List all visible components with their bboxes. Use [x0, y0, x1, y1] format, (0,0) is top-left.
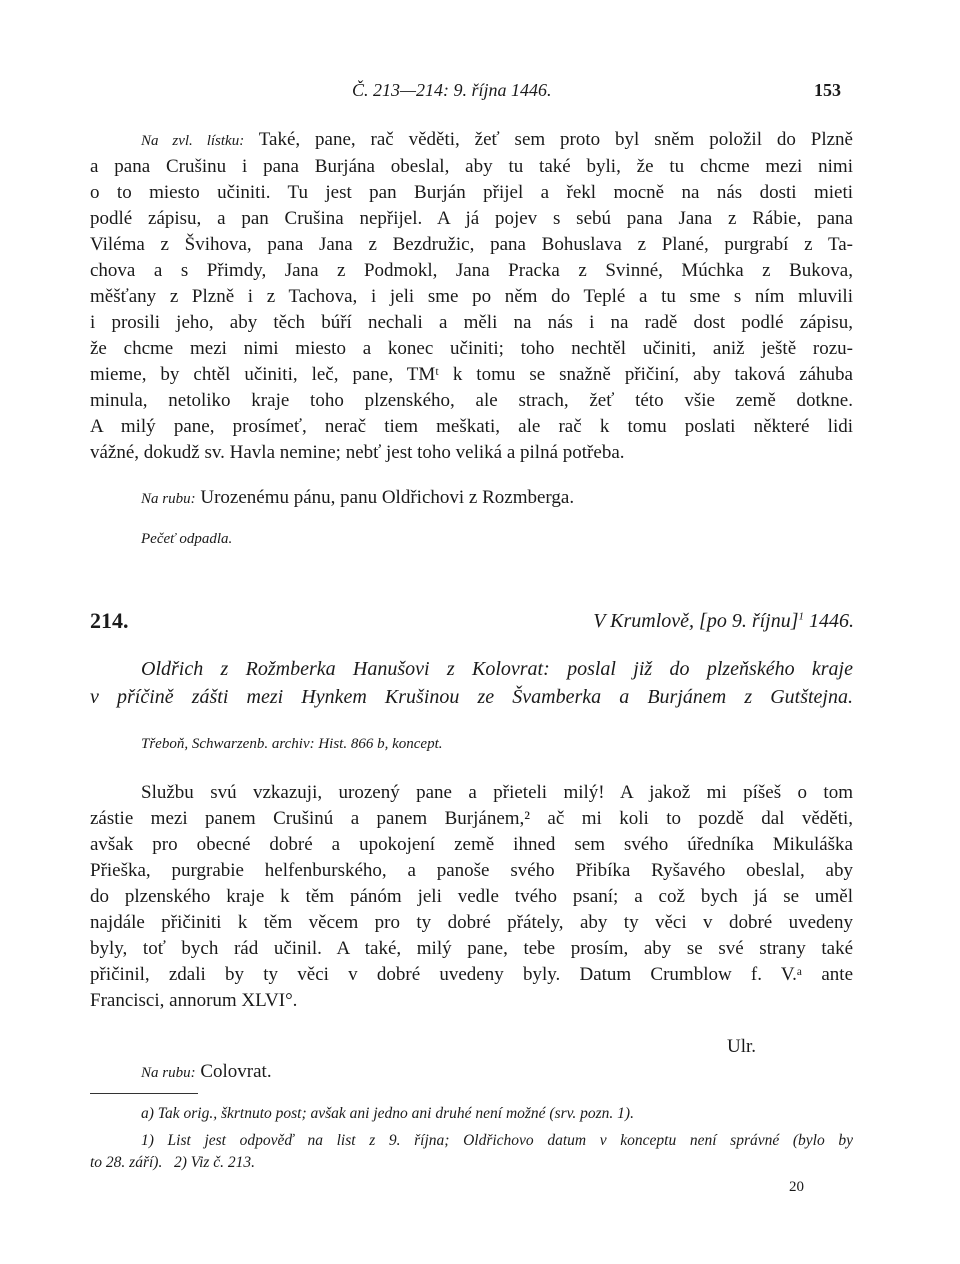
- doc213-line: vážné, dokudž sv. Havla nemine; nebť jest toho veliká a pilná potřeba.: [90, 442, 625, 463]
- doc214-line: avšak pro obecné dobré a upokojení země ihned sem svého úředníka Mikuláška: [90, 834, 853, 855]
- doc213-line: podlé zápisu, a pan Crušina nepřijel. A já pojev s sebú pana Jana z Rábie, pana: [90, 208, 853, 229]
- doc214-line: Službu svú vzkazuji, urozený pane a přieteli milý! A jakož mi píšeš o tom: [141, 782, 853, 803]
- page-number: 153: [814, 80, 841, 100]
- footnote-a: a) Tak orig., škrtnuto post; avšak ani jedno ani druhé není možné (srv. pozn. 1).: [141, 1105, 634, 1122]
- doc214-regest-line: v příčině zášti mezi Hynkem Krušinou ze Švamberka a Burjánem z Gutštejna.: [90, 686, 853, 708]
- doc213-line: A milý pane, prosímeť, nerač tiem meškati, ale rač k tomu poslati některé lidi: [90, 416, 853, 437]
- footnote-rule: [90, 1093, 198, 1094]
- doc213-line: mieme, by chtěl učiniti, leč, pane, TMᵗ k tomu se snažně přičiní, aby taková záhuba: [90, 364, 853, 385]
- doc213-line: a pana Crušinu i pana Burjána obeslal, aby tu také byli, že tu chcme mezi nimi: [90, 156, 853, 177]
- doc214-place-date-sup: 1: [798, 610, 804, 623]
- doc213-line: i prosili jeho, aby těch búří nechali a měli na nás i na radě dost podlé zápisu,: [90, 312, 853, 333]
- doc213-line: Viléma z Švihova, pana Jana z Bezdružic, pana Bohuslava z Plané, purgrabí z Ta-: [90, 234, 853, 255]
- doc214-line: přičinil, zdali by ty věci v dobré uvedeny byly. Datum Crumblow f. V.ᵃ ante: [90, 964, 853, 985]
- doc214-source: Třeboň, Schwarzenb. archiv: Hist. 866 b, koncept.: [141, 736, 443, 752]
- doc214-text: [90, 780, 853, 1014]
- doc214-line: Francisci, annorum XLVI°.: [90, 990, 298, 1011]
- signature-mark: 20: [789, 1179, 804, 1195]
- doc213-line: měšťany z Plzně i z Tachova, i jeli sme po něm do Teplé a tu sme s ním mluvili: [90, 286, 853, 307]
- doc214-place-date: [593, 610, 854, 633]
- doc214-line: najdále přičiniti k těm věcem pro ty dobré přátely, aby ty věci v dobré uvedeny: [90, 912, 853, 933]
- doc214-regest-line: Oldřich z Rožmberka Hanušovi z Kolovrat: poslal již do plzeňského kraje: [141, 658, 853, 680]
- footnote-1: [90, 1130, 853, 1174]
- doc214-line: byly, toť bych rád učinil. A také, milý pane, tebe prosím, aby se své strany také: [90, 938, 853, 959]
- doc214-line: Přieška, purgrabie helfenburského, a panoše svého Přibíka Ryšavého obeslal, aby: [90, 860, 853, 881]
- doc213-text: [90, 127, 853, 466]
- doc213-line: o to miesto učiniti. Tu jest pan Burján přijel a řekl mocně na nás dosti mieti: [90, 182, 853, 203]
- doc214-signature: Ulr.: [727, 1036, 757, 1057]
- doc213-verso-label: Na rubu:: [141, 491, 196, 507]
- footnote-1-line: to 28. září). 2) Viz č. 213.: [90, 1154, 256, 1171]
- footnote-1-line: 1) List jest odpověď na list z 9. října; Oldřichovo datum v konceptu není správné (bylo by: [141, 1132, 853, 1149]
- doc214-line: do plzenského kraje k těm pánóm jeli vedle tvého psaní; a což bych já se uměl: [90, 886, 853, 907]
- doc213-line-1: [90, 127, 853, 154]
- doc213-seal-note: Pečeť odpadla.: [141, 531, 233, 547]
- doc213-verso-text: Urozenému pánu, panu Oldřichovi z Rozmberga.: [200, 487, 575, 508]
- doc214-regest: [90, 655, 853, 711]
- doc214-line: zástie mezi panem Crušinú a panem Burjánem,² ač mi koli to pozdě dal věděti,: [90, 808, 853, 829]
- doc214-number: 214.: [90, 608, 129, 633]
- running-title: Č. 213—214: 9. října 1446.: [352, 80, 552, 100]
- doc213-line: chova a s Přimdy, Jana z Podmokl, Jana Pracka z Svinné, Múchka z Bukova,: [90, 260, 853, 281]
- doc214-place-date-text: V Krumlově, [po 9. říjnu]: [593, 610, 799, 632]
- doc213-line: minula, netoliko kraje toho plzenského, ale strach, žeť této všie země dotkne.: [90, 390, 853, 411]
- doc213-line: že chcme mezi nimi miesto a konec učiniti; toho nechtěl učiniti, aniž ještě rozu-: [90, 338, 853, 359]
- doc213-label: Na zvl. lístku:: [141, 133, 245, 149]
- doc213-verso: [141, 485, 574, 512]
- doc214-year: 1446.: [804, 610, 854, 632]
- doc214-verso-text: Colovrat.: [200, 1061, 272, 1082]
- doc214-verso: [141, 1059, 272, 1086]
- doc213-line-1-text: Také, pane, rač věděti, žeť sem proto byl sněm položil do Plzně: [258, 129, 853, 150]
- doc214-verso-label: Na rubu:: [141, 1065, 196, 1081]
